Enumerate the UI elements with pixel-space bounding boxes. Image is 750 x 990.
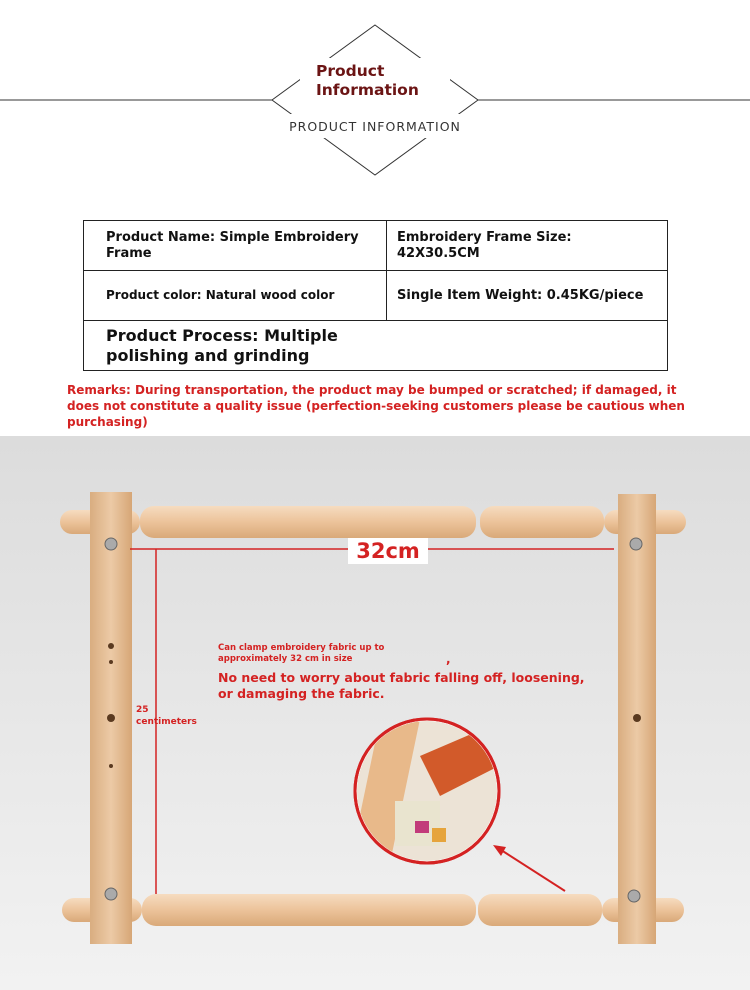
spec-weight: Single Item Weight: 0.45KG/piece — [387, 271, 668, 321]
spec-table — [83, 220, 668, 371]
height-label — [136, 704, 197, 728]
spec-product-color: Product color: Natural wood color — [84, 271, 387, 321]
header-subtitle: PRODUCT INFORMATION — [289, 119, 461, 134]
height-label-value: 25 — [136, 705, 149, 715]
product-photo — [0, 436, 750, 990]
spec-frame-size: Embroidery Frame Size: 42X30.5CM — [387, 221, 668, 271]
embroidery-frame-illustration — [0, 436, 750, 990]
comma-mark: , — [446, 652, 451, 666]
height-label-unit: centimeters — [136, 717, 197, 727]
remarks-note: Remarks: During transportation, the product may be bumped or scratched; if damaged, it does not constitute a quality issue (perfection-seeking customers please be cautious when purchasing) — [67, 383, 685, 429]
spec-product-name: Product Name: Simple Embroidery Frame — [84, 221, 387, 271]
spec-process — [84, 321, 668, 371]
clamp-note: Can clamp embroidery fabric up to approximately 32 cm in size — [218, 643, 385, 664]
worry-note: No need to worry about fabric falling off, loosening, or damaging the fabric. — [218, 670, 585, 701]
section-header — [0, 0, 750, 190]
header-title: Product Information — [316, 62, 419, 99]
width-label: 32cm — [348, 538, 428, 564]
spec-process-text: Product Process: Multiple polishing and grinding — [106, 325, 338, 365]
